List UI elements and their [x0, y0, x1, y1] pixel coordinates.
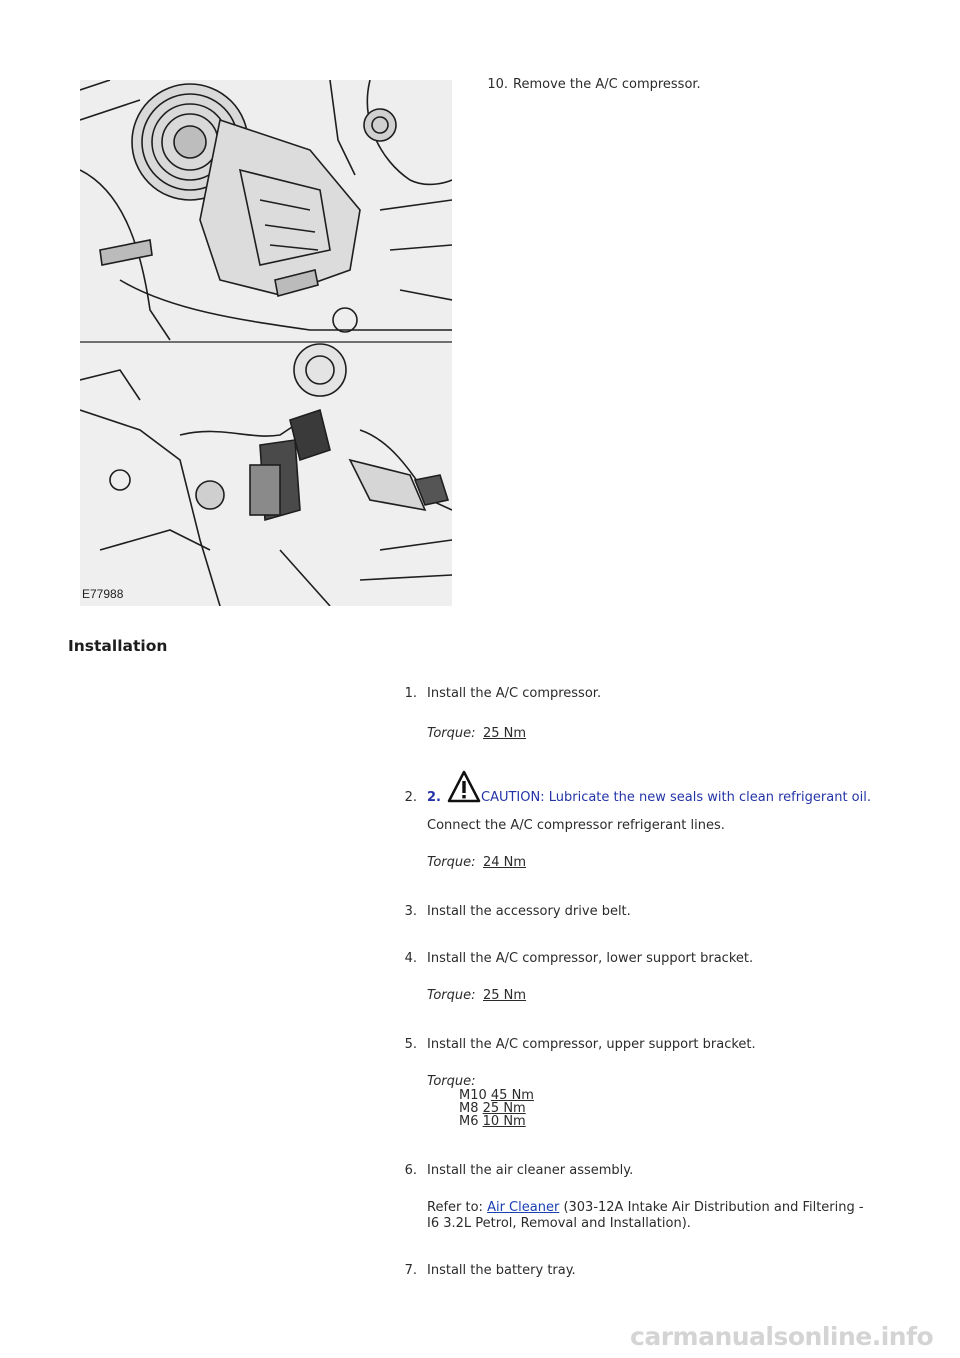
step-text: Remove the A/C compressor. — [513, 77, 701, 92]
torque-label: Torque: — [427, 855, 476, 870]
step-text: Install the accessory drive belt. — [427, 904, 631, 919]
section-heading: Installation — [68, 637, 168, 655]
torque-value: 25 Nm — [482, 1101, 526, 1116]
torque-label: Torque: — [427, 1074, 476, 1089]
torque-list — [459, 1089, 534, 1128]
figure-id: E77988 — [82, 587, 124, 601]
torque-row: M6 10 Nm — [459, 1114, 526, 1129]
torque-value: 24 Nm — [483, 855, 527, 870]
step-number: 7. — [404, 1263, 417, 1278]
torque-value: 25 Nm — [483, 726, 527, 741]
step-text: Install the A/C compressor, lower support bracket. — [427, 951, 754, 966]
step-text: Connect the A/C compressor refrigerant lines. — [427, 818, 725, 833]
step-number: 5. — [404, 1037, 417, 1052]
caution-prefix: 2. — [427, 790, 441, 805]
torque-row: M10 45 Nm — [459, 1088, 534, 1103]
step-text: Install the air cleaner assembly. — [427, 1163, 634, 1178]
torque-label: Torque: — [427, 988, 476, 1003]
warning-triangle-icon — [447, 770, 481, 804]
step-number: 6. — [404, 1163, 417, 1178]
step-number: 2. — [404, 790, 417, 805]
torque-value: 10 Nm — [482, 1114, 526, 1129]
watermark: carmanualsonline.info — [630, 1322, 934, 1351]
step-text: Install the A/C compressor. — [427, 686, 602, 701]
step-number: 10. — [487, 77, 508, 92]
technical-drawing — [80, 80, 452, 606]
compressor-illustration — [80, 80, 452, 606]
step-text: Install the battery tray. — [427, 1263, 576, 1278]
step-number: 1. — [404, 686, 417, 701]
step-number: 3. — [404, 904, 417, 919]
torque-row: M8 25 Nm — [459, 1101, 526, 1116]
step-number: 4. — [404, 951, 417, 966]
torque-value: 45 Nm — [490, 1088, 534, 1103]
torque-label: Torque: — [427, 726, 476, 741]
air-cleaner-link[interactable]: Air Cleaner — [487, 1200, 560, 1215]
caution-text: CAUTION: Lubricate the new seals with clean refrigerant oil. — [481, 790, 871, 805]
reference-text: Refer to: Air Cleaner (303-12A Intake Air Distribution and Filtering - I6 3.2L Petrol, Removal and Installation). — [427, 1200, 864, 1231]
step-text: Install the A/C compressor, upper support bracket. — [427, 1037, 756, 1052]
torque-value: 25 Nm — [483, 988, 527, 1003]
